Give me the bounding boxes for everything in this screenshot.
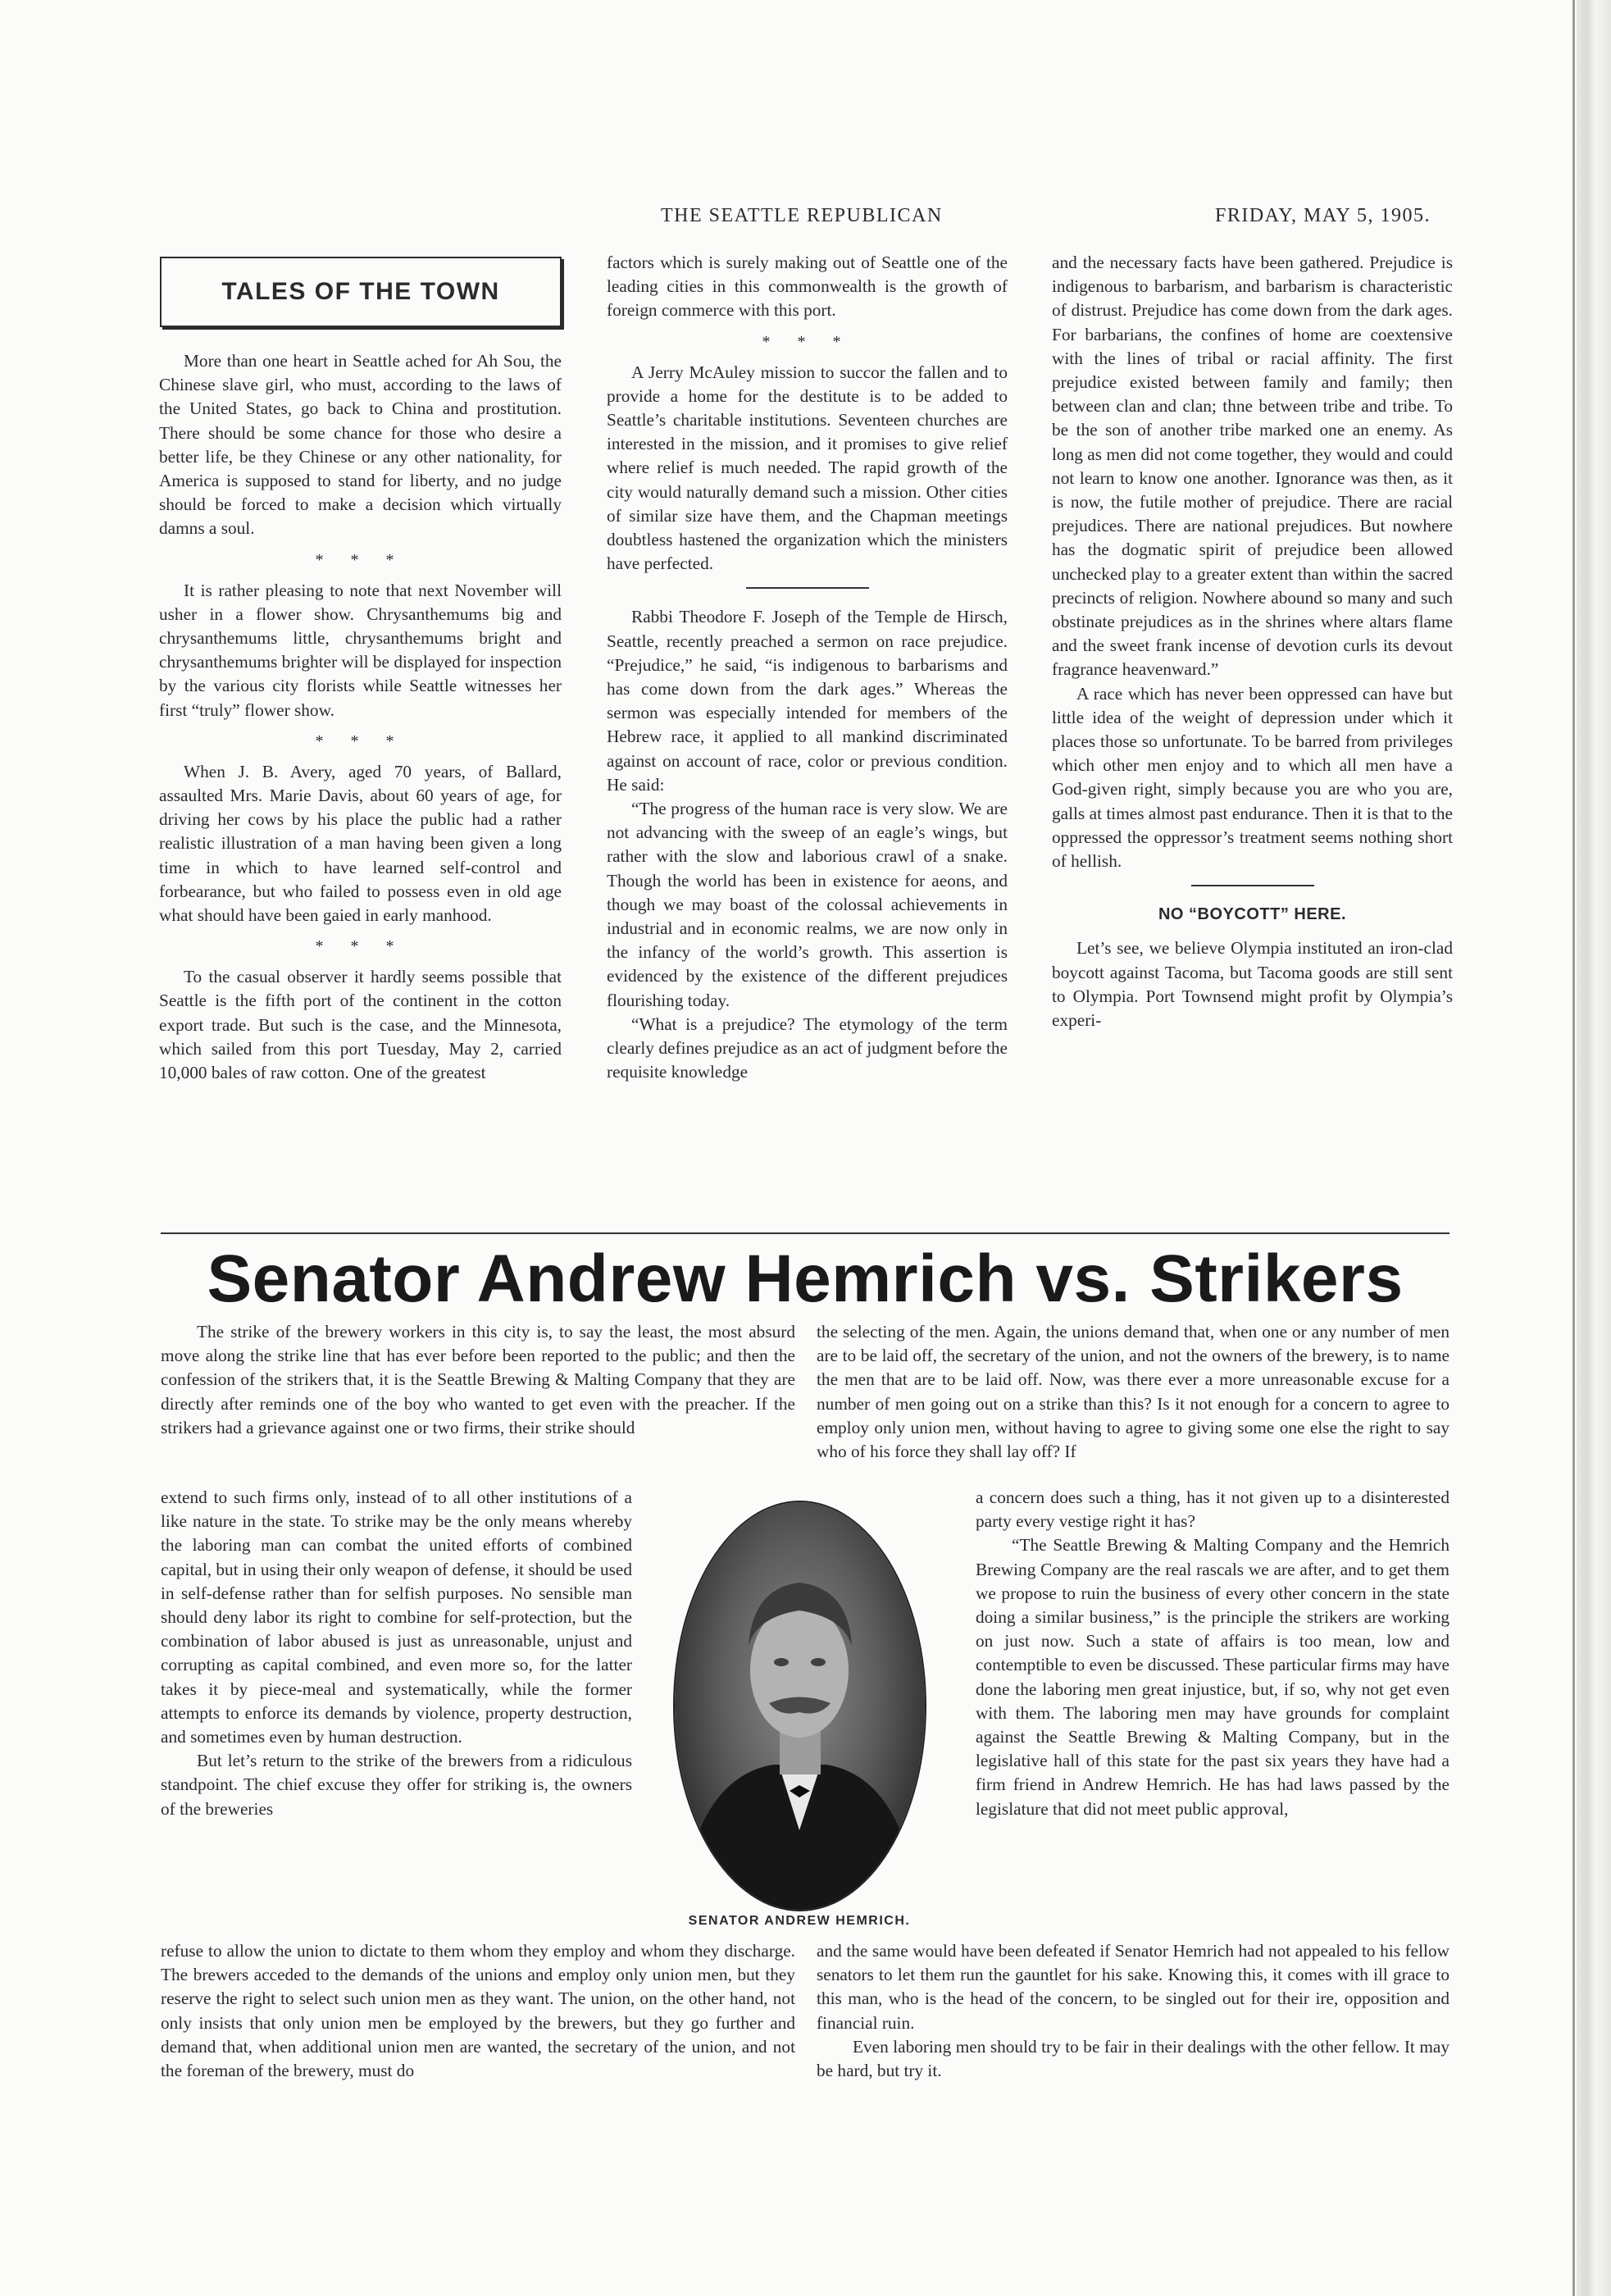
paragraph: The strike of the brewery workers in this city is, to say the least, the most absurd move along the strike line that has ever before been reported to the public; and then the confession of the strikers that, it is the Seattle Brewing & Malting Company that they are directly after reminds one of the boy who wanted to get even with the preacher. If the strikers had a grievance against one or two firms, their strike should bbox=[161, 1322, 795, 1437]
column-rule bbox=[746, 587, 869, 589]
paragraph: It is rather pleasing to note that next November will usher in a flower show. Chrysanthemums big and chrysanthemums little, chrysanthemums bright and chrysanthemums brighter will be displayed for inspection by the various city florists while Seattle witnesses her first “truly” flower show. bbox=[159, 580, 562, 720]
paragraph: A Jerry McAuley mission to succor the fallen and to provide a home for the destitute is to be added to Seattle’s charitable institutions. Seventeen churches are interested in the mission, and it promises to give relief where relief is much needed. The rapid growth of the city would naturally demand such a mission. Other cities of similar size have them, and the Chapman meetings doubtless hastened the organization which the ministers have perfected. bbox=[607, 362, 1008, 574]
newspaper-title: THE SEATTLE REPUBLICAN bbox=[661, 205, 943, 226]
paragraph: and the same would have been defeated if Senator Hemrich had not appealed to his fellow senators to let them run the gauntlet for his sake. Knowing this, it comes with ill grace to this man, who is the head of the concern, to be singled out for their ire, opposition and financial ruin. bbox=[817, 1941, 1449, 2033]
section-rule bbox=[161, 1232, 1449, 1234]
adjacent-page-edge bbox=[1577, 0, 1611, 2296]
paragraph: Let’s see, we believe Olympia instituted an iron-clad boycott against Tacoma, but Tacoma goods are still sent to Olympia. Port Townsend might profit by Olympia’s experi- bbox=[1052, 938, 1453, 1031]
column-rule bbox=[1191, 885, 1314, 886]
paragraph: “What is a prejudice? The etymology of the term clearly defines prejudice as an act of judgment before the requisite knowledge bbox=[607, 1014, 1008, 1082]
paragraph: More than one heart in Seattle ached for Ah Sou, the Chinese slave girl, who must, according to the laws of the United States, go back to China and prostitution. There should be some chance for those who desire a better life, be they Chinese or any other nationality, for America is supposed to stand for liberty, and no judge should be forced to make a decision which virtually damns a soul. bbox=[159, 351, 562, 539]
article-headline: Senator Andrew Hemrich vs. Strikers bbox=[207, 1241, 1404, 1316]
article-left-top bbox=[161, 1320, 795, 1440]
boycott-subheading: NO “BOYCOTT” HERE. bbox=[1158, 905, 1346, 924]
paragraph: the selecting of the men. Again, the unions demand that, when one or any number of men are to be laid off, the secretary of the union, and not the owners of the brewery, is to name the men that are to be laid off. Now, was there ever a more unreasonable excuse for a number of men going out on a strike than this? Is it not enough for a concern to agree to employ only union men, without having to agree to giving some one else the right to say who of his force they shall lay off? If bbox=[817, 1322, 1449, 1462]
article-right-mid bbox=[976, 1486, 1449, 1821]
star-separator: * * * bbox=[315, 937, 406, 956]
paragraph: When J. B. Avery, aged 70 years, of Ballard, assaulted Mrs. Marie Davis, about 60 years of age, for driving her cows by his place the public had a rather realistic illustration of a man having been given a long time in which to have learned self-control and forbearance, but who failed to possess even in old age what should have been gaied in early manhood. bbox=[159, 761, 562, 926]
tales-heading: TALES OF THE TOWN bbox=[221, 278, 500, 305]
paragraph: extend to such firms only, instead of to all other institutions of a like nature in the state. To strike may be the only means whereby the laboring man can combat the united efforts of combined capital, but in using their only weapon of defense, it should be used in self-defense rather than for selfish purposes. No sensible man should deny labor its right to combine for self-protection, but the combination of labor abused is just as unreasonable, unjust and corrupting as capital combined, and even more so, for the latter takes it by piece-meal and systematically, while the former attempts to enforce its demands by violence, property destruction, and sometimes even by human destruction. bbox=[161, 1487, 632, 1747]
paragraph: A race which has never been oppressed can have but little idea of the weight of depression under which it places those so unfortunate. To be barred from privileges which other men enjoy and to which all men have a God-given right, simply because you are who you are, galls at times almost past endurance. Then it is that to the oppressed the oppressor’s treatment seems nothing short of hellish. bbox=[1052, 683, 1453, 872]
issue-date: FRIDAY, MAY 5, 1905. bbox=[1215, 205, 1431, 226]
paragraph: To the casual observer it hardly seems possible that Seattle is the fifth port of the continent in the cotton export trade. But such is the case, and the Minnesota, which sailed from this port Tuesday, May 2, carried 10,000 bales of raw cotton. One of the greatest bbox=[159, 967, 562, 1083]
star-separator: * * * bbox=[315, 550, 406, 569]
paragraph: Even laboring men should try to be fair in their dealings with the other fellow. It may be hard, but try it. bbox=[817, 2036, 1449, 2081]
paragraph: But let’s return to the strike of the brewers from a ridiculous standpoint. The chief excuse they offer for striking is, the owners of the breweries bbox=[161, 1751, 632, 1819]
star-separator: * * * bbox=[762, 332, 853, 351]
article-right-top bbox=[817, 1320, 1449, 1464]
paragraph: Rabbi Theodore F. Joseph of the Temple de Hirsch, Seattle, recently preached a sermon on race prejudice. “Prejudice,” he said, “is indigenous to barbarisms and has come down from the dark ages.” Whereas the sermon was especially intended for members of the Hebrew race, it applied to all mankind discriminated against on account of race, color or previous condition. He said: bbox=[607, 607, 1008, 795]
page-fold-line bbox=[1572, 0, 1575, 2296]
paragraph: “The progress of the human race is very slow. We are not advancing with the sweep of an eagle’s wings, but rather with the slow and laborious crawl of a snake. Though the world has been in existence for aeons, and though we may boast of the colossal achievements in industrial and in economic realms, we are now only in the infancy of the world’s growth. This assertion is evidenced by the existence of the different prejudices flourishing today. bbox=[607, 799, 1008, 1010]
portrait-caption: SENATOR ANDREW HEMRICH. bbox=[688, 1914, 911, 1928]
paragraph: a concern does such a thing, has it not given up to a disinterested party every vestige right it has? bbox=[976, 1487, 1449, 1532]
article-left-mid bbox=[161, 1486, 632, 1821]
column-2 bbox=[607, 251, 1008, 1085]
portrait-illustration bbox=[675, 1502, 925, 1910]
paragraph: refuse to allow the union to dictate to them whom they employ and whom they discharge. The brewers acceded to the demands of the unions and employ only union men, but they reserve the right to select such union men as they want. The union, on the other hand, not only insists that only union men be employed by the brewers, but they go further and demand that, when additional union men are wanted, the secretary of the union, and not the foreman of the brewery, must do bbox=[161, 1941, 795, 2081]
star-separator: * * * bbox=[315, 731, 406, 750]
article-left-bottom bbox=[161, 1939, 795, 2083]
column-3 bbox=[1052, 251, 1453, 1032]
paragraph: and the necessary facts have been gathered. Prejudice is indigenous to barbarism, and barbarism is characteristic of distrust. Prejudice has come down from the dark ages. For barbarians, the confines of home are coextensive with the lines of tribal or racial affinity. The first prejudice existed between family and family; then between clan and clan; thne between tribe and tribe. To be the son of another tribe marked one an enemy. As long as men did not come together, they would and could not learn to know one another. Ignorance was then, as it is now, the futile mother of prejudice. There are racial prejudices. There are national prejudices. But nowhere has the dogmatic spirit of prejudice been allowed unchecked play to a greater extent than within the sacred precincts of religion. Nowhere abound so many and such obstinate prejudices as in the shrines where altars flame and the sweet frank incense of devotion curls its devout fragrance heavenward.” bbox=[1052, 253, 1453, 680]
paragraph: “The Seattle Brewing & Malting Company and the Hemrich Brewing Company are the real rascals we are after, and to get them we propose to ruin the business of every other concern in the state doing a similar business,” is the principle the strikers are working on just now. Such a state of affairs is too mean, low and contemptible to even be discussed. These particular firms may have done the laboring men great injustice, but, if so, why not get even with them. The laboring men may have grounds for complaint against the Seattle Brewing & Malting Company, but in the legislative hall of this state for the past six years they have had a firm friend in Andrew Hemrich. He has had laws passed by the legislature that did not meet public approval, bbox=[976, 1535, 1449, 1819]
senator-portrait-image bbox=[675, 1502, 925, 1910]
paragraph: factors which is surely making out of Seattle one of the leading cities in this commonwealth is the growth of foreign commerce with this port. bbox=[607, 253, 1008, 321]
article-right-bottom bbox=[817, 1939, 1449, 2083]
column-1 bbox=[159, 251, 562, 1085]
